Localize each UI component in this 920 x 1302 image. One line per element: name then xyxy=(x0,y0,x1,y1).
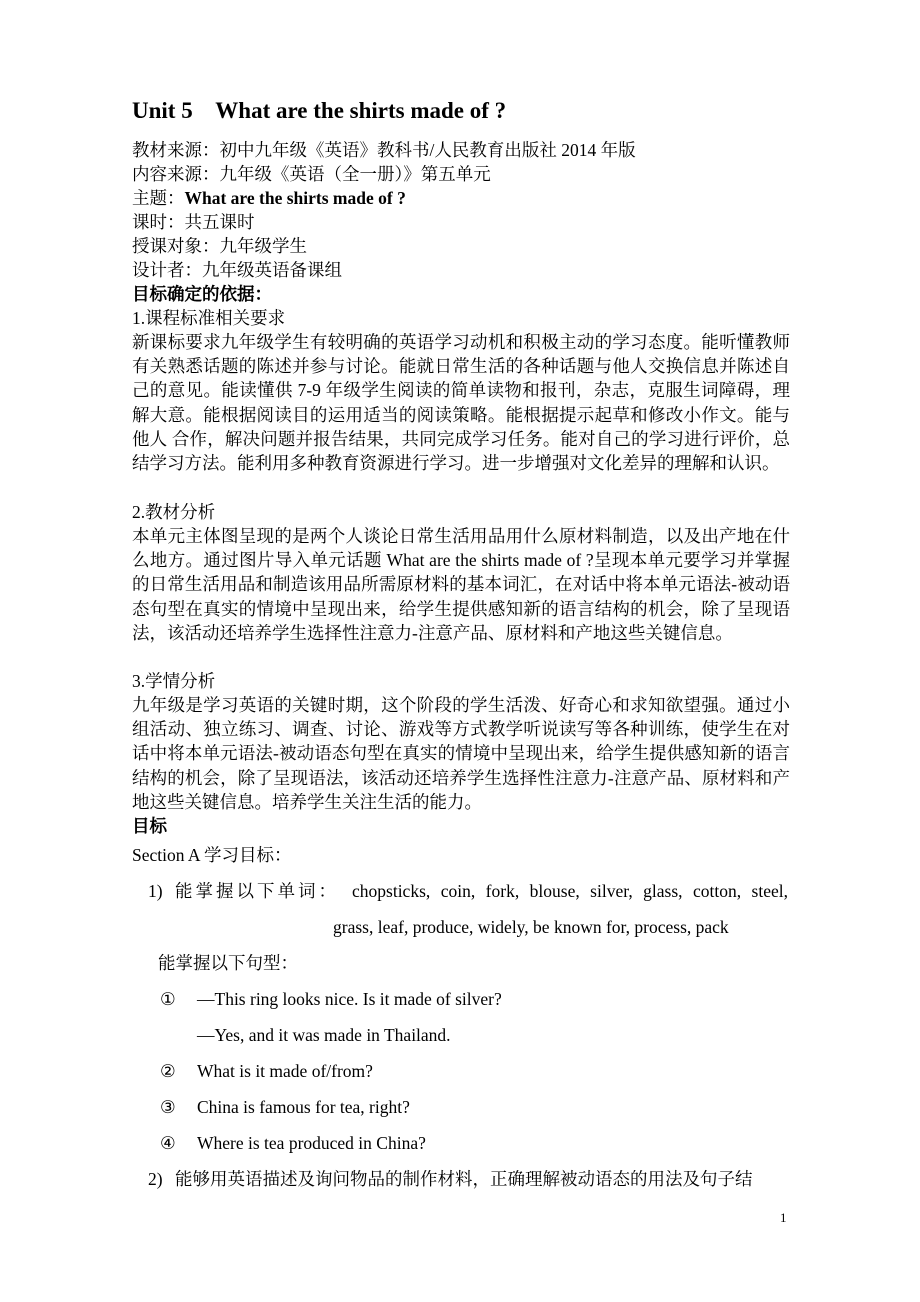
section-1-text: 新课标要求九年级学生有较明确的英语学习动机和积极主动的学习态度。能听懂教师有关熟悉话题的陈述并参与讨论。能就日常生活的各种话题与他人交换信息并陈述自己的意见。能读懂供 7-9 年级学生阅读的简单读物和报刊，杂志，克服生词障碍，理解大意。能根据阅读目的运用适当的阅读策略。能根据提示起草和修改小作文。能与他人 合作，解决问题并报告结果，共同完成学习任务。能对自己的学习进行评价，总结学习方法。能利用多种教育资源进行学习。进一步增强对文化差异的理解和认识。 xyxy=(132,332,790,474)
pattern-1-text: —This ring looks nice. Is it made of silver? xyxy=(197,989,502,1009)
meta-label: 内容来源： xyxy=(132,164,220,184)
meta-label: 主题： xyxy=(132,188,185,208)
meta-source xyxy=(132,138,636,162)
page-title: Unit 5 What are the shirts made of ? xyxy=(132,98,507,123)
section-3-heading: 3.学情分析 xyxy=(132,671,216,691)
pattern-2-number: ② xyxy=(160,1061,176,1081)
basis-heading: 目标确定的依据： xyxy=(132,284,272,304)
meta-value: 初中九年级《英语》教科书/人民教育出版社 2014 年版 xyxy=(219,140,636,160)
section-1-heading: 1.课程标准相关要求 xyxy=(132,308,286,328)
meta-value: 九年级英语备课组 xyxy=(202,260,342,280)
pattern-1-number: ① xyxy=(160,989,176,1009)
vocabulary-line-2: grass, leaf, produce, widely, be known for, process, pack xyxy=(333,917,729,937)
meta-value: 九年级《英语（全一册）》第五单元 xyxy=(219,164,491,184)
meta-audience xyxy=(132,234,307,258)
meta-value: What are the shirts made of ? xyxy=(184,188,406,208)
meta-label: 设计者： xyxy=(132,260,202,280)
pattern-3-number: ③ xyxy=(160,1097,176,1117)
meta-periods xyxy=(132,210,255,234)
meta-label: 教材来源： xyxy=(132,140,220,160)
meta-designer xyxy=(132,258,342,282)
meta-content xyxy=(132,162,491,186)
meta-label: 课时： xyxy=(132,212,185,232)
item-1-number: 1) xyxy=(148,881,163,901)
pattern-3-text: China is famous for tea, right? xyxy=(197,1097,410,1117)
section-2-heading: 2.教材分析 xyxy=(132,502,216,522)
patterns-label: 能掌握以下句型： xyxy=(158,953,298,973)
page-number: 1 xyxy=(780,1210,787,1225)
pattern-4-text: Where is tea produced in China? xyxy=(197,1133,426,1153)
meta-value: 共五课时 xyxy=(184,212,255,232)
item-2-text: 能够用英语描述及询问物品的制作材料，正确理解被动语态的用法及句子结 xyxy=(175,1169,753,1189)
meta-label: 授课对象： xyxy=(132,236,220,256)
meta-theme xyxy=(132,186,406,210)
section-a-goals: Section A 学习目标： xyxy=(132,845,292,865)
pattern-1-reply: —Yes, and it was made in Thailand. xyxy=(197,1025,451,1045)
item-2-number: 2) xyxy=(148,1169,163,1189)
vocabulary-line-1: chopsticks, coin, fork, blouse, silver, glass, cotton, steel, xyxy=(352,881,788,901)
section-3-text: 九年级是学习英语的关键时期，这个阶段的学生活泼、好奇心和求知欲望强。通过小组活动、独立练习、调查、讨论、游戏等方式教学听说读写等各种训练，使学生在对话中将本单元语法-被动语态句型在真实的情境中呈现出来，给学生提供感知新的语言结构的机会，除了呈现语法，该活动还培养学生选择性注意力-注意产品、原材料和产地这些关键信息。培养学生关注生活的能力。 xyxy=(132,695,790,812)
pattern-4-number: ④ xyxy=(160,1133,176,1153)
goals-heading: 目标 xyxy=(132,816,167,836)
pattern-2-text: What is it made of/from? xyxy=(197,1061,373,1081)
meta-value: 九年级学生 xyxy=(219,236,307,256)
section-2-text: 本单元主体图呈现的是两个人谈论日常生活用品用什么原材料制造，以及出产地在什么地方。通过图片导入单元话题 What are the shirts made of ?呈现本单元要学习并掌握的日常生活用品和制造该用品所需原材料的基本词汇，在对话中将本单元语法-被动语态句型在真实的情境中呈现出来，给学生提供感知新的语言结构的机会，除了呈现语法，该活动还培养学生选择性注意力-注意产品、原材料和产地这些关键信息。 xyxy=(132,526,790,643)
item-1-label: 能掌握以下单词： xyxy=(175,881,339,901)
